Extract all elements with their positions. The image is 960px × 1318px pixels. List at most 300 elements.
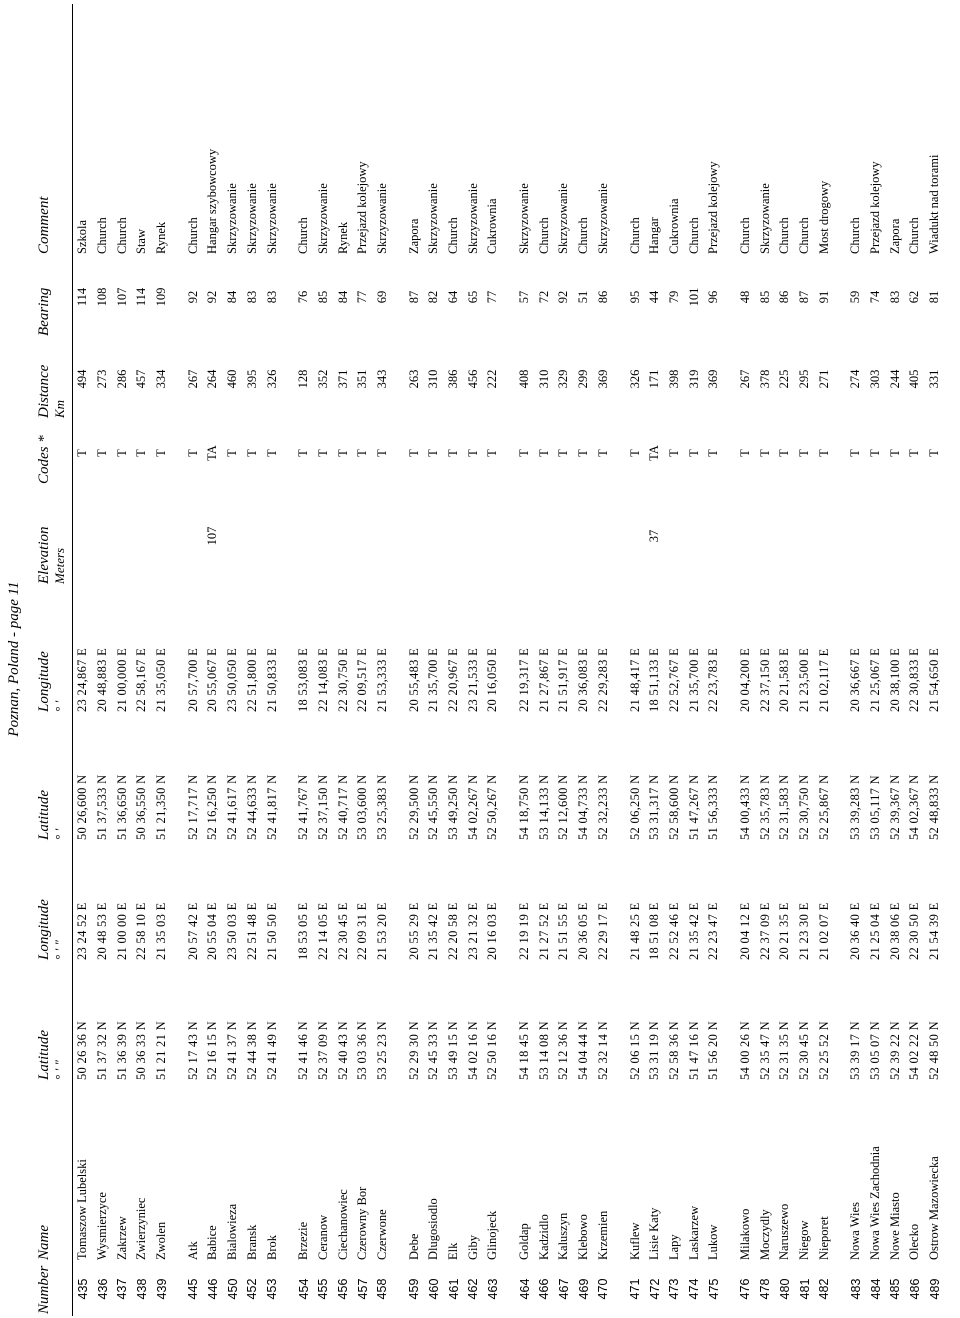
cell-longitude-dec: 21 54,650 E [927,647,942,712]
cell-distance: 286 [114,369,129,389]
cell-distance: 267 [185,369,200,389]
cell-name: Kuflew [627,1222,642,1260]
cell-latitude-dms: 52 41 37 N [225,1021,240,1080]
cell-latitude-dec: 53 05,117 N [868,775,883,840]
cell-distance: 329 [556,369,571,389]
cell-distance: 274 [848,369,863,389]
cell-name: Nowe Miasto [887,1192,902,1260]
cell-bearing: 87 [406,290,421,304]
cell-number: 475 [706,1278,721,1300]
cell-elevation [183,486,203,586]
cell-longitude-dec: 20 55,483 E [406,647,421,712]
cell-latitude-dms: 52 48 50 N [927,1021,942,1080]
cell-latitude-dec: 51 47,267 N [686,774,701,840]
cell-longitude-dec: 20 36,667 E [848,647,863,712]
cell-bearing: 81 [927,290,942,304]
group-spacer-cell [392,4,404,1316]
cell-comment: Skrzyzowanie [244,183,259,254]
cell-elevation [684,486,704,586]
cell-number: 459 [407,1278,422,1300]
cell-longitude-dms: 20 16 03 E [485,902,500,960]
cell-latitude-dec: 52 31,583 N [777,774,792,840]
cell-comment: Cukrownia [666,198,681,254]
cell-longitude-dec: 20 16,050 E [485,647,500,712]
cell-name: Kaluszyn [556,1212,571,1260]
table-row [684,4,704,1316]
header-number: Number [30,1262,73,1316]
cell-bearing: 114 [75,287,90,307]
cell-latitude-dec: 50 36,550 N [134,774,149,840]
cell-longitude-dec: 23 50,050 E [225,647,240,712]
cell-bearing: 101 [686,287,701,307]
cell-bearing: 91 [816,290,831,304]
cell-comment: Skrzyzowanie [315,183,330,254]
cell-comment: Wiadukt nad torami [927,154,942,254]
cell-number: 481 [797,1278,812,1300]
cell-distance: 225 [777,369,792,389]
cell-longitude-dec: 22 29,283 E [595,647,610,712]
table-row [925,4,945,1316]
cell-codes: T [426,449,441,457]
cell-elevation [223,486,243,586]
cell-comment: Most drogowy [816,180,831,254]
cell-latitude-dec: 51 56,333 N [706,774,721,840]
cell-elevation [775,486,795,586]
cell-elevation [704,486,724,586]
cell-name: Zwolen [154,1221,169,1260]
cell-longitude-dec: 21 23,500 E [797,647,812,712]
cell-latitude-dec: 53 49,250 N [446,774,461,840]
cell-codes: T [264,449,279,457]
table-row [333,4,353,1316]
cell-elevation [795,486,815,586]
cell-longitude-dms: 20 55 29 E [406,902,421,960]
cell-number: 478 [758,1278,773,1300]
cell-bearing: 64 [446,290,461,304]
cell-comment: Church [296,217,311,254]
header-elevation [30,486,73,586]
cell-longitude-dec: 22 37,150 E [757,647,772,712]
table-row [704,4,724,1316]
cell-bearing: 62 [907,290,922,304]
cell-bearing: 51 [576,290,591,304]
cell-name: Milakowo [737,1208,752,1260]
cell-longitude-dms: 23 50 03 E [225,902,240,960]
cell-latitude-dms: 52 30 45 N [797,1021,812,1080]
cell-comment: Church [686,217,701,254]
cell-comment: Church [576,217,591,254]
cell-longitude-dms: 21 53 20 E [374,902,389,960]
cell-name: Goldap [517,1223,532,1260]
cell-latitude-dec: 53 39,283 N [848,774,863,840]
cell-latitude-dec: 52 06,250 N [627,774,642,840]
cell-distance: 222 [485,369,500,389]
group-spacer-cell [724,4,736,1316]
cell-latitude-dms: 52 32 14 N [595,1021,610,1080]
table-row [424,4,444,1316]
cell-elevation [925,486,945,586]
table-row [132,4,152,1316]
cell-bearing: 83 [887,290,902,304]
cell-latitude-dec: 52 32,233 N [595,774,610,840]
cell-longitude-dms: 21 51 55 E [556,902,571,960]
cell-bearing: 92 [556,290,571,304]
cell-longitude-dec: 21 48,417 E [627,647,642,712]
cell-number: 485 [888,1278,903,1300]
cell-comment: Rynek [335,221,350,254]
cell-longitude-dms: 21 35 03 E [154,902,169,960]
cell-latitude-dms: 52 39 22 N [887,1021,902,1080]
cell-latitude-dec: 54 04,733 N [576,774,591,840]
cell-longitude-dms: 21 35 42 E [686,902,701,960]
cell-longitude-dec: 21 51,917 E [556,647,571,712]
header-latitude-dec-units: ° ′ [52,828,67,840]
cell-distance: 398 [666,369,681,389]
cell-longitude-dec: 20 04,200 E [737,647,752,712]
cell-number: 453 [265,1278,280,1300]
cell-longitude-dms: 18 51 08 E [647,902,662,960]
cell-name: Lapy [666,1234,681,1260]
cell-longitude-dec: 21 02,117 E [816,648,831,712]
cell-elevation [755,486,775,586]
cell-name: Tomaszow Lubelski [75,1159,90,1260]
cell-latitude-dms: 51 21 21 N [154,1021,169,1080]
cell-name: Krzemien [595,1210,610,1260]
cell-latitude-dec: 52 44,633 N [244,774,259,840]
cell-number: 446 [205,1278,220,1300]
cell-longitude-dec: 18 53,083 E [296,647,311,712]
table-row [353,4,373,1316]
cell-longitude-dms: 21 50 50 E [264,902,279,960]
cell-comment: Church [95,217,110,254]
cell-name: Nowa Wies Zachodnia [868,1146,883,1260]
cell-elevation [112,486,132,586]
cell-number: 461 [446,1278,461,1300]
cell-distance: 271 [816,369,831,389]
header-latitude-dec-label: Latitude [36,789,52,840]
cell-longitude-dms: 22 23 47 E [706,902,721,960]
cell-comment: Rynek [154,221,169,254]
cell-latitude-dec: 52 41,617 N [225,774,240,840]
cell-latitude-dms: 52 35 47 N [757,1021,772,1080]
cell-latitude-dms: 52 25 52 N [816,1021,831,1080]
group-spacer-cell [613,4,625,1316]
cell-longitude-dms: 20 36 40 E [848,902,863,960]
cell-longitude-dec: 20 48,883 E [95,647,110,712]
cell-elevation [333,486,353,586]
cell-bearing: 86 [777,290,792,304]
cell-latitude-dec: 52 37,150 N [315,774,330,840]
cell-latitude-dms: 52 44 38 N [244,1021,259,1080]
cell-number: 435 [75,1278,90,1300]
header-latitude-dms-units: ° ′ ″ [52,1060,67,1080]
cell-latitude-dms: 53 05 07 N [868,1021,883,1080]
cell-distance: 456 [465,369,480,389]
cell-longitude-dms: 22 20 58 E [446,902,461,960]
cell-longitude-dec: 20 36,083 E [576,647,591,712]
cell-number: 456 [336,1278,351,1300]
header-elevation-units: Meters [52,547,67,584]
cell-bearing: 82 [426,290,441,304]
cell-comment: Staw [134,229,149,254]
group-spacer [613,4,625,1316]
cell-distance: 295 [797,369,812,389]
cell-longitude-dec: 22 19,317 E [517,647,532,712]
cell-latitude-dms: 52 06 15 N [627,1021,642,1080]
cell-bearing: 77 [355,290,370,304]
cell-longitude-dms: 18 53 05 E [296,902,311,960]
cell-codes: T [887,449,902,457]
cell-elevation [132,486,152,586]
cell-longitude-dms: 23 24 52 E [75,902,90,960]
header-longitude-dec [30,586,73,714]
cell-latitude-dms: 54 04 44 N [576,1021,591,1080]
table-row [625,4,645,1316]
cell-elevation [353,486,373,586]
cell-name: Atk [185,1241,200,1260]
cell-name: Zakrzew [114,1216,129,1260]
cell-name: Zwierzyniec [134,1197,149,1260]
cell-bearing: 96 [706,290,721,304]
table-row [645,4,665,1316]
table-row [294,4,314,1316]
cell-longitude-dms: 22 30 45 E [335,902,350,960]
cell-codes: T [154,449,169,457]
cell-longitude-dec: 21 27,867 E [536,647,551,712]
cell-name: Glinojeck [485,1210,500,1260]
cell-latitude-dec: 52 29,500 N [406,774,421,840]
cell-number: 458 [375,1278,390,1300]
cell-bearing: 76 [296,290,311,304]
cell-bearing: 92 [185,290,200,304]
cell-latitude-dms: 52 45 33 N [426,1021,441,1080]
cell-latitude-dec: 52 45,550 N [426,774,441,840]
cell-elevation [152,486,172,586]
cell-longitude-dms: 21 35 42 E [426,902,441,960]
cell-name: Moczydly [757,1209,772,1260]
cell-longitude-dec: 23 24,867 E [75,647,90,712]
cell-comment: Skrzyzowanie [595,183,610,254]
cell-name: Kadzidlo [536,1214,551,1260]
cell-codes: T [335,449,350,457]
header-elevation-label: Elevation [36,526,52,584]
cell-codes: T [134,449,149,457]
cell-longitude-dms: 20 04 12 E [737,902,752,960]
cell-number: 454 [296,1278,311,1300]
cell-longitude-dec: 20 55,067 E [205,647,220,712]
cell-codes: TA [647,445,662,461]
cell-longitude-dec: 21 50,833 E [264,647,279,712]
cell-bearing: 77 [485,290,500,304]
cell-name: Ceranow [315,1214,330,1260]
cell-latitude-dec: 53 31,317 N [647,774,662,840]
cell-comment: Skrzyzowanie [757,183,772,254]
cell-elevation [554,486,574,586]
cell-number: 437 [115,1278,130,1300]
cell-distance: 171 [647,369,662,389]
cell-latitude-dec: 53 25,383 N [374,774,389,840]
table-row [594,4,614,1316]
table-row [554,4,574,1316]
group-spacer [834,4,846,1316]
cell-distance: 405 [907,369,922,389]
cell-longitude-dec: 20 57,700 E [185,647,200,712]
cell-comment: Church [114,217,129,254]
cell-comment: Church [848,217,863,254]
cell-number: 464 [517,1278,532,1300]
cell-name: Niegow [797,1220,812,1260]
table-row [846,4,866,1316]
cell-longitude-dec: 21 35,700 E [426,647,441,712]
cell-name: Ciechanowiec [335,1189,350,1260]
cell-longitude-dms: 20 36 05 E [576,902,591,960]
cell-distance: 369 [595,369,610,389]
cell-elevation: 37 [647,529,662,543]
group-spacer-cell [171,4,183,1316]
cell-latitude-dms: 52 16 15 N [205,1021,220,1080]
cell-bearing: 83 [264,290,279,304]
cell-name: Dlugosiodlo [426,1198,441,1260]
cell-bearing: 48 [737,290,752,304]
cell-longitude-dms: 21 25 04 E [868,902,883,960]
cell-latitude-dec: 52 41,817 N [264,774,279,840]
cell-number: 489 [927,1278,942,1300]
cell-elevation [243,486,263,586]
cell-latitude-dec: 52 39,367 N [887,774,902,840]
cell-name: Czerowny Bor [355,1186,370,1260]
cell-number: 436 [95,1278,110,1300]
cell-longitude-dec: 22 09,517 E [355,647,370,712]
cell-number: 473 [667,1278,682,1300]
table-row [152,4,172,1316]
table-row [223,4,243,1316]
table-row [243,4,263,1316]
cell-longitude-dms: 22 09 31 E [355,902,370,960]
cell-latitude-dec: 52 30,750 N [797,774,812,840]
cell-elevation [294,486,314,586]
cell-codes: TA [205,445,220,461]
cell-comment: Przejazd kolejowy [706,161,721,254]
cell-elevation: 107 [205,526,220,546]
cell-longitude-dec: 21 00,000 E [114,647,129,712]
cell-latitude-dms: 52 41 46 N [296,1021,311,1080]
cell-elevation [534,486,554,586]
cell-bearing: 85 [757,290,772,304]
cell-latitude-dms: 51 37 32 N [95,1021,110,1080]
cell-comment: Skrzyzowanie [426,183,441,254]
cell-latitude-dms: 53 39 17 N [848,1021,863,1080]
table-row [795,4,815,1316]
cell-latitude-dec: 54 02,267 N [465,774,480,840]
cell-longitude-dms: 20 38 06 E [887,902,902,960]
cell-bearing: 57 [517,290,532,304]
cell-codes: T [114,449,129,457]
table-row [483,4,503,1316]
cell-longitude-dec: 23 21,533 E [465,647,480,712]
cell-longitude-dec: 21 35,050 E [154,647,169,712]
cell-bearing: 74 [868,290,883,304]
cell-latitude-dms: 53 14 08 N [536,1021,551,1080]
cell-elevation [373,486,393,586]
table-row [93,4,113,1316]
cell-elevation [463,486,483,586]
cell-longitude-dms: 20 21 35 E [777,902,792,960]
cell-longitude-dms: 22 14 05 E [315,902,330,960]
header-longitude-dms-units: ° ′ ″ [52,940,67,960]
cell-codes: T [315,449,330,457]
cell-latitude-dec: 54 00,433 N [737,774,752,840]
cell-codes: T [777,449,792,457]
cell-distance: 378 [757,369,772,389]
cell-longitude-dec: 22 23,783 E [706,647,721,712]
cell-latitude-dms: 50 26 36 N [75,1021,90,1080]
cell-distance: 303 [868,369,883,389]
cell-longitude-dms: 21 00 00 E [114,902,129,960]
table-row [775,4,795,1316]
cell-number: 483 [848,1278,863,1300]
cell-name: Olecko [907,1223,922,1260]
cell-bearing: 79 [666,290,681,304]
table-body [73,4,945,1316]
cell-name: Babice [205,1225,220,1260]
cell-distance: 334 [154,369,169,389]
cell-longitude-dms: 20 55 04 E [205,902,220,960]
cell-number: 452 [245,1278,260,1300]
cell-comment: Church [907,217,922,254]
cell-latitude-dms: 53 31 19 N [647,1021,662,1080]
table-row [665,4,685,1316]
cell-bearing: 44 [647,290,662,304]
cell-comment: Church [446,217,461,254]
turnpoint-table [30,4,945,1316]
cell-distance: 128 [296,369,311,389]
cell-elevation [665,486,685,586]
cell-elevation [262,486,282,586]
cell-longitude-dms: 21 23 30 E [797,902,812,960]
cell-codes: T [296,449,311,457]
cell-number: 455 [316,1278,331,1300]
cell-latitude-dec: 52 17,717 N [185,774,200,840]
header-distance-label: Distance [36,364,52,418]
group-spacer-cell [282,4,294,1316]
cell-bearing: 72 [536,290,551,304]
group-spacer-cell [834,4,846,1316]
cell-number: 462 [466,1278,481,1300]
cell-number: 438 [134,1278,149,1300]
table-row [203,4,223,1316]
cell-longitude-dms: 20 48 53 E [95,902,110,960]
header-latitude-dms [30,962,73,1082]
cell-latitude-dms: 51 56 20 N [706,1021,721,1080]
cell-latitude-dms: 53 49 15 N [446,1021,461,1080]
cell-comment: Skrzyzowanie [556,183,571,254]
table-row [73,4,93,1316]
cell-latitude-dec: 52 12,600 N [556,774,571,840]
cell-longitude-dec: 18 51,133 E [647,647,662,712]
cell-distance: 273 [95,369,110,389]
table-row [444,4,464,1316]
cell-latitude-dms: 54 00 26 N [737,1021,752,1080]
cell-elevation [885,486,905,586]
cell-codes: T [355,449,370,457]
cell-bearing: 114 [134,287,149,307]
cell-elevation [314,486,334,586]
cell-number: 472 [647,1278,662,1300]
cell-longitude-dms: 22 37 09 E [757,902,772,960]
table-row [463,4,483,1316]
cell-latitude-dms: 54 18 45 N [517,1021,532,1080]
header-longitude-dec-label: Longitude [36,651,52,712]
